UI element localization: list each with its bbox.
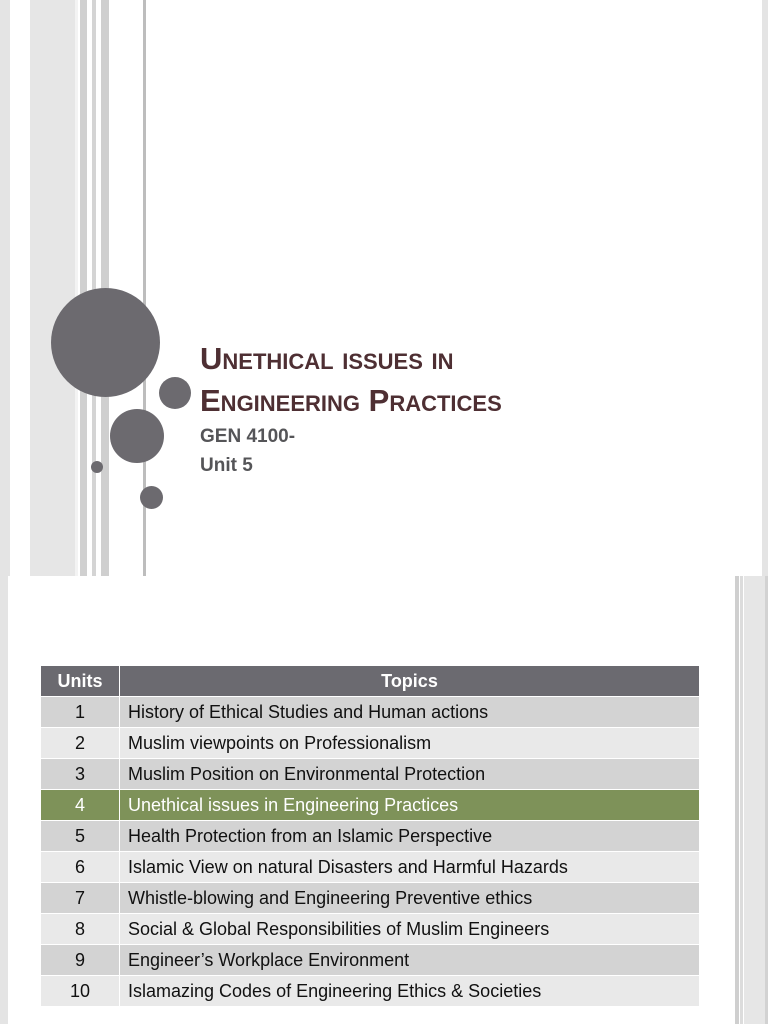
decorative-band xyxy=(735,576,739,1024)
decorative-band xyxy=(740,576,743,1024)
decorative-band xyxy=(80,0,87,576)
unit-label: Unit 5 xyxy=(200,455,253,476)
title-line-1: Unethical issues in xyxy=(200,341,454,376)
unit-number: 4 xyxy=(41,790,120,821)
unit-topic: Health Protection from an Islamic Perspective xyxy=(120,821,700,852)
unit-number: 8 xyxy=(41,914,120,945)
table-row xyxy=(41,852,700,883)
slide-left-border xyxy=(0,0,10,576)
unit-topic: Muslim Position on Environmental Protection xyxy=(120,759,700,790)
unit-topic: Social & Global Responsibilities of Muslim Engineers xyxy=(120,914,700,945)
table-row xyxy=(41,821,700,852)
column-header-topics: Topics xyxy=(120,666,700,697)
unit-number: 1 xyxy=(41,697,120,728)
table-row xyxy=(41,945,700,976)
unit-number: 6 xyxy=(41,852,120,883)
decorative-band xyxy=(30,0,75,576)
decorative-band xyxy=(75,0,78,576)
table-row xyxy=(41,697,700,728)
table-row xyxy=(41,728,700,759)
table-header-row xyxy=(41,666,700,697)
unit-topic: Whistle-blowing and Engineering Preventive ethics xyxy=(120,883,700,914)
course-code: GEN 4100- xyxy=(200,426,296,447)
unit-number: 5 xyxy=(41,821,120,852)
slide-title xyxy=(200,338,740,422)
decorative-circle-small xyxy=(91,461,103,473)
decorative-circle xyxy=(159,377,191,409)
units-slide xyxy=(0,576,768,1024)
unit-number: 9 xyxy=(41,945,120,976)
title-line-2: Engineering Practices xyxy=(200,383,502,418)
slide-left-border xyxy=(0,576,8,1024)
slide-right-border xyxy=(762,0,768,576)
decorative-circle xyxy=(140,486,163,509)
unit-topic: Islamazing Codes of Engineering Ethics & Societies xyxy=(120,976,700,1007)
decorative-circle xyxy=(110,409,164,463)
unit-number: 7 xyxy=(41,883,120,914)
unit-number: 3 xyxy=(41,759,120,790)
decorative-circle-large xyxy=(51,288,160,397)
unit-number: 10 xyxy=(41,976,120,1007)
table-row-highlighted xyxy=(41,790,700,821)
table-row xyxy=(41,883,700,914)
unit-topic: Islamic View on natural Disasters and Harmful Hazards xyxy=(120,852,700,883)
unit-topic: Engineer’s Workplace Environment xyxy=(120,945,700,976)
units-table xyxy=(40,665,700,1007)
table-row xyxy=(41,914,700,945)
table-row xyxy=(41,976,700,1007)
column-header-units: Units xyxy=(41,666,120,697)
unit-topic: History of Ethical Studies and Human actions xyxy=(120,697,700,728)
table-row xyxy=(41,759,700,790)
unit-topic: Muslim viewpoints on Professionalism xyxy=(120,728,700,759)
unit-number: 2 xyxy=(41,728,120,759)
unit-topic: Unethical issues in Engineering Practices xyxy=(120,790,700,821)
